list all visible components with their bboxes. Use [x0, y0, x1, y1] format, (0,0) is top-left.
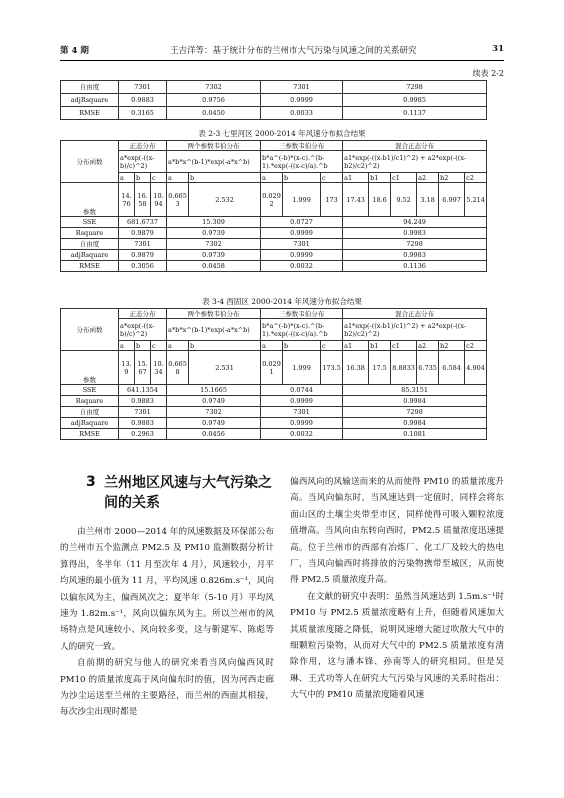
table-cell: 7298	[343, 239, 487, 250]
formula-cell: a*exp(-((x-b)/c)^2)	[119, 319, 167, 341]
param-name-cell: b	[135, 341, 151, 351]
table-a-caption: 表 2-3 七里河区 2000-2014 年风速分布拟合结果	[198, 129, 366, 138]
param-name-cell: b	[189, 341, 261, 351]
header-rule	[60, 60, 504, 61]
table-cell: 0.0744	[261, 385, 343, 396]
param-name-cell: b	[283, 341, 321, 351]
param-name-row	[61, 173, 511, 183]
param-value-cell: 0.0291	[261, 351, 283, 385]
table-cell: 0.9999	[261, 228, 343, 239]
distribution-header: 分布函数	[61, 141, 119, 183]
table-cell: 0.9883	[119, 396, 167, 407]
table-row	[61, 418, 511, 429]
table-cell: 7302	[167, 81, 261, 94]
param-value-row	[61, 351, 511, 385]
param-value-cell: 18.6	[369, 183, 391, 217]
param-name-cell: c	[321, 173, 343, 183]
param-value-cell: 17.5	[369, 351, 391, 385]
param-value-cell: 10.94	[151, 183, 167, 217]
table-cell: 0.1136	[343, 261, 487, 272]
param-value-cell: 1.999	[283, 183, 321, 217]
param-name-cell: b2	[439, 173, 465, 183]
table-cell: 7301	[261, 239, 343, 250]
table-row	[61, 107, 511, 120]
param-value-cell: 2.531	[189, 351, 261, 385]
table-cell: 0.9749	[167, 418, 261, 429]
param-value-cell: 173.5	[321, 351, 343, 385]
continued-fit-table	[60, 80, 511, 120]
table-row	[61, 407, 511, 418]
table-cell: 7302	[167, 239, 261, 250]
table-cell: 0.1137	[343, 107, 487, 120]
param-name-cell: b2	[439, 341, 465, 351]
param-value-cell: 2.532	[189, 183, 261, 217]
table-cell: 0.9756	[167, 94, 261, 107]
param-value-cell: 3.18	[417, 183, 439, 217]
param-name-cell: c	[151, 173, 167, 183]
param-label-text: 参数	[83, 376, 96, 384]
table-cell: 0.9739	[167, 250, 261, 261]
table-cell: 7298	[343, 81, 487, 94]
row-label: RMSE	[61, 107, 119, 120]
row-label: SSE	[61, 217, 119, 228]
distribution-header: 分布函数	[61, 309, 119, 351]
table-cell: 0.9983	[343, 250, 487, 261]
table-cell: 0.9883	[119, 94, 167, 107]
table-cell: 0.9999	[261, 94, 343, 107]
param-name-cell: c	[151, 341, 167, 351]
continuation-label: 续表 2-2	[472, 69, 504, 78]
param-name-cell: a	[167, 341, 189, 351]
table-cell: 681.6737	[119, 217, 167, 228]
param-value-cell: 15.67	[135, 351, 151, 385]
left-column	[60, 524, 274, 721]
group-header: 混合正态分布	[343, 141, 487, 151]
param-name-cell: c2	[465, 341, 487, 351]
formula-cell: b*a^(-b)*(x-c).^(b-1).*exp(-((x-c)/a).^b	[261, 151, 343, 173]
param-name-cell: c2	[465, 173, 487, 183]
right-column	[290, 474, 504, 704]
row-label: 自由度	[61, 407, 119, 418]
row-label: 自由度	[61, 239, 119, 250]
formula-cell: a1*exp(-((x-b1)/c1)^2) + a2*exp(-((x-b2)/c2)^2)	[343, 319, 487, 341]
param-name-cell: b	[135, 173, 151, 183]
param-name-cell: a2	[417, 341, 439, 351]
table-row	[61, 228, 511, 239]
param-name-cell: b	[189, 173, 261, 183]
table-cell: 15.1665	[167, 385, 261, 396]
param-value-cell: 6.584	[439, 351, 465, 385]
param-name-cell: c1	[391, 173, 417, 183]
param-value-row	[61, 183, 511, 217]
param-name-cell: c1	[391, 341, 417, 351]
formula-cell: a1*exp(-((x-b1)/c1)^2) + a2*exp(-((x-b2)/c2)^2)	[343, 151, 487, 173]
table-row	[61, 81, 511, 94]
param-label	[61, 183, 119, 217]
table-cell: 0.9999	[261, 250, 343, 261]
table-cell: 0.9984	[343, 396, 487, 407]
qilihe-fit-table	[60, 140, 511, 272]
table-cell: 0.9983	[343, 228, 487, 239]
table-row	[61, 239, 511, 250]
param-value-cell: 17.43	[343, 183, 369, 217]
table-row	[61, 429, 511, 440]
param-value-cell: 8.8833	[391, 351, 417, 385]
table-cell: 0.0456	[167, 429, 261, 440]
formula-row	[61, 319, 511, 341]
param-value-cell: 173	[321, 183, 343, 217]
param-label	[61, 351, 119, 385]
table-cell: 0.0450	[167, 107, 261, 120]
body-paragraph: 自前期的研究与他人的研究来看当风向偏西风时 PM10 的质量浓度高于风向偏东时的值，因为河西走廊为沙尘运送至兰州的主要路径，而兰州的西面其相接，每次沙尘出现时都是	[60, 658, 274, 718]
row-label: adjRsquare	[61, 94, 119, 107]
page-number: 31	[492, 44, 504, 54]
table-cell: 0.0032	[261, 429, 343, 440]
table-cell: 7302	[167, 407, 261, 418]
row-label: RMSE	[61, 429, 119, 440]
table-cell: 0.0032	[261, 261, 343, 272]
section-number: 3	[86, 474, 96, 490]
table-cell: 7301	[119, 407, 167, 418]
param-value-cell: 0.6658	[167, 351, 189, 385]
running-title: 王吉洋等：基于统计分布的兰州市大气污染与风速之间的关系研究	[170, 46, 417, 56]
param-value-cell: 9.52	[391, 183, 417, 217]
table-cell: 0.9879	[119, 228, 167, 239]
table-row	[61, 396, 511, 407]
param-value-cell: 6.997	[439, 183, 465, 217]
running-header	[60, 44, 504, 58]
body-paragraph: 由兰州市 2000—2014 年的风速数据及环保部公布的兰州市五个监测点 PM2.5 及 PM10 监测数据分析计算得出，冬半年（11 月至次年 4 月），风速较小，月平均风速的最小值为 11 月，平均风速 0.826m.s⁻¹，风向以偏东风为主，偏西风次之；夏半年（5-10 月）平均风速为 1.82m.s⁻¹，风向以偏东风为主。所以兰州市的风场特点是风速较小、风向较多变，这与靳建军、陈彪等人的研究一致。	[60, 527, 274, 652]
table-row	[61, 217, 511, 228]
row-label: 自由度	[61, 81, 119, 94]
group-header: 混合正态分布	[343, 309, 487, 319]
table-row	[61, 250, 511, 261]
param-value-cell: 14.76	[119, 183, 135, 217]
param-value-cell: 5.214	[465, 183, 487, 217]
param-value-cell: 4.904	[465, 351, 487, 385]
param-value-cell: 6.735	[417, 351, 439, 385]
row-label: Rsquare	[61, 228, 119, 239]
param-value-cell: 16.58	[135, 183, 151, 217]
table-cell: 0.1081	[343, 429, 487, 440]
param-name-cell: c	[321, 341, 343, 351]
table-cell: 0.9749	[167, 396, 261, 407]
param-name-cell: b1	[369, 341, 391, 351]
table-cell: 7301	[261, 407, 343, 418]
body-paragraph: 偏西风向的风输送而来的从而使得 PM10 的质量浓度升高。当风向偏东时，当风速达到一定值时，同样会将东面山区的土壤尘夹带至市区，同样使得可吸入颗粒浓度值增高。当风向由东转向西时，PM2.5 质量浓度迅速提高。位于兰州市的西部有冶炼厂、化工厂及较大的热电厂，当风向偏西时将排放的污染物携带至城区，从而使得 PM2.5 质量浓度升高。	[290, 477, 504, 586]
table-cell: 7301	[261, 81, 343, 94]
header-row	[61, 309, 511, 319]
param-name-cell: a	[261, 173, 283, 183]
param-name-cell: b1	[369, 173, 391, 183]
group-header: 两个参数韦伯分布	[167, 309, 261, 319]
table-cell: 0.2963	[119, 429, 167, 440]
table-cell: 0.9999	[261, 396, 343, 407]
param-name-cell: a	[167, 173, 189, 183]
table-cell: 85.3151	[343, 385, 487, 396]
formula-cell: a*b*x^(b-1)*exp(-a*x^b)	[167, 319, 261, 341]
table-cell: 15.309	[167, 217, 261, 228]
param-name-cell: b	[283, 173, 321, 183]
table-cell: 0.3165	[119, 107, 167, 120]
table-row	[61, 94, 511, 107]
param-name-cell: a1	[343, 173, 369, 183]
param-name-cell: a	[119, 341, 135, 351]
section-title: 兰州地区风速与大气污染之间的关系	[104, 475, 272, 511]
row-label: adjRsquare	[61, 250, 119, 261]
table-cell: 0.9984	[343, 418, 487, 429]
header-row	[61, 141, 511, 151]
table-cell: 0.9883	[119, 418, 167, 429]
param-value-cell: 1.999	[283, 351, 321, 385]
issue-number: 第 4 期	[60, 46, 89, 56]
param-value-cell: 13.9	[119, 351, 135, 385]
formula-cell: b*a^(-b)*(x-c).^(b-1).*exp(-((x-c)/a).^b	[261, 319, 343, 341]
param-name-cell: a	[261, 341, 283, 351]
formula-cell: a*exp(-((x-b)/c)^2)	[119, 151, 167, 173]
table-cell: 7301	[119, 239, 167, 250]
table-b-caption: 表 3-4 西固区 2000-2014 年风速分布拟合结果	[202, 297, 362, 306]
table-cell: 0.0458	[167, 261, 261, 272]
row-label: RMSE	[61, 261, 119, 272]
row-label: Rsquare	[61, 396, 119, 407]
group-header: 正态分布	[119, 141, 167, 151]
table-row	[61, 385, 511, 396]
table-cell: 0.9879	[119, 250, 167, 261]
row-label: SSE	[61, 385, 119, 396]
table-cell: 0.9985	[343, 94, 487, 107]
param-value-cell: 10.34	[151, 351, 167, 385]
table-row	[61, 261, 511, 272]
table-cell: 7301	[119, 81, 167, 94]
param-label-text: 参数	[83, 208, 96, 216]
table-cell: 0.3056	[119, 261, 167, 272]
formula-row	[61, 151, 511, 173]
group-header: 正态分布	[119, 309, 167, 319]
xigu-fit-table	[60, 308, 511, 440]
table-cell: 0.9999	[261, 418, 343, 429]
param-name-cell: a2	[417, 173, 439, 183]
table-cell: 7298	[343, 407, 487, 418]
param-name-row	[61, 341, 511, 351]
group-header: 两个参数韦伯分布	[167, 141, 261, 151]
param-value-cell: 0.6653	[167, 183, 189, 217]
row-label: adjRsquare	[61, 418, 119, 429]
group-header: 三参数韦伯分布	[261, 141, 343, 151]
table-cell: 641.1354	[119, 385, 167, 396]
param-name-cell: a1	[343, 341, 369, 351]
param-value-cell: 16.38	[343, 351, 369, 385]
formula-cell: a*b*x^(b-1)*exp(-a*x^b)	[167, 151, 261, 173]
param-value-cell: 0.0292	[261, 183, 283, 217]
table-cell: 94.249	[343, 217, 487, 228]
group-header: 三参数韦伯分布	[261, 309, 343, 319]
table-cell: 0.9739	[167, 228, 261, 239]
param-name-cell: a	[119, 173, 135, 183]
table-cell: 0.0727	[261, 217, 343, 228]
table-cell: 0.0033	[261, 107, 343, 120]
body-paragraph: 在文献的研究中表明：虽然当风速达到 1.5m.s⁻¹时 PM10 与 PM2.5 质量浓度略有上升，但随着风速加大其质量浓度随之降低，说明风速增大能过吹散大气中的细颗粒污染物，从而对大气中的 PM2.5 质量浓度有清除作用，这与潘本锋、孙南等人的研究相同。但是吴琳、王式功等人在研究大气污染与风速的关系时指出：大气中的 PM10 质量浓度随着风速	[290, 591, 504, 701]
